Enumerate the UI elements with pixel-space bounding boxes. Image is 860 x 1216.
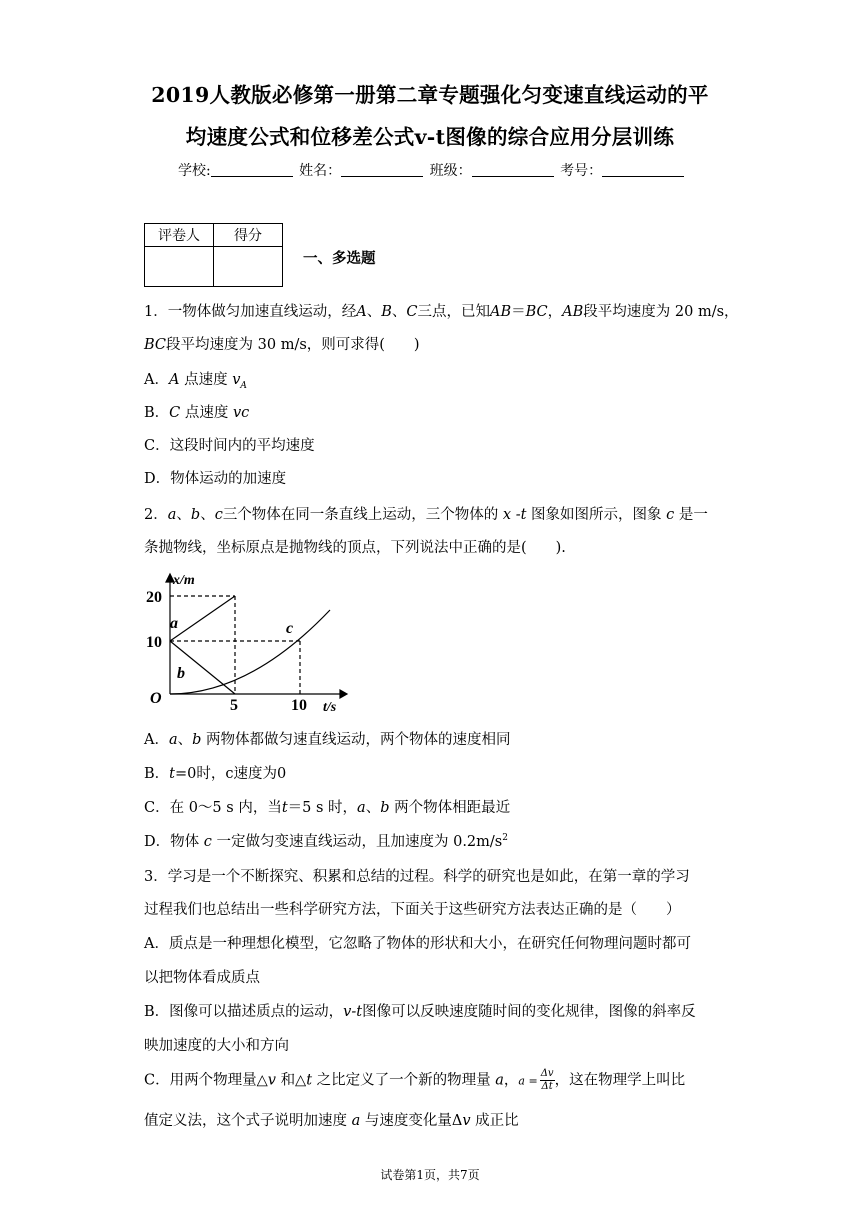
y-tick-20: 20 [146,589,162,606]
class-label: 班级： [429,163,472,179]
student-info-row [178,160,686,180]
x-axis-arrow [340,690,347,698]
y-axis-label: x/m [173,573,195,588]
score-header: 得分 [214,224,283,247]
q2-option-a: A．a、b 两物体都做匀速直线运动，两个物体的速度相同 [144,732,511,748]
score-cell [214,247,283,287]
q1-option-d: D．物体运动的加速度 [144,471,287,487]
name-blank [341,162,423,177]
name-label: 姓名： [299,163,342,179]
q1-option-c: C．这段时间内的平均速度 [144,438,315,454]
page-footer: 试卷第1页，共7页 [380,1168,480,1182]
q3-line-2: 过程我们也总结出一些科学研究方法，下面关于这些研究方法表达正确的是（ ） [144,902,681,918]
exam-number-label: 考号： [560,163,603,179]
label-c: c [286,620,294,637]
q2-line-2: 条抛物线，坐标原点是抛物线的顶点，下列说法中正确的是( ). [144,540,566,556]
curve-c [170,610,330,694]
q2-line-1: 2．a、b、c三个物体在同一条直线上运动，三个物体的 x -t 图象如图所示，图象 c 是一 [144,507,708,523]
q3-option-a-line-2: 以把物体看成质点 [144,970,260,986]
q2-option-c: C．在 0～5 s 内，当t＝5 s 时，a、b 两个物体相距最近 [144,800,511,816]
q2-option-b: B．t=0时，c速度为0 [144,766,287,782]
formula-lhs: a = [518,1074,538,1088]
x-axis-label: t/s [323,700,337,715]
q1-line-1: 1．一物体做匀加速直线运动，经A、B、C三点，已知AB＝BC，AB段平均速度为 20 m/s， [144,304,739,320]
q3-option-a-line-1: A．质点是一种理想化模型，它忽略了物体的形状和大小，在研究任何物理问题时都可 [144,936,691,952]
q3-option-c-line-1: C．用两个物理量△v 和△t 之比定义了一个新的物理量 a，a = $\frac{\Delta v}{\Delta t}$ ，这在物理学上叫比 [144,1068,686,1092]
q1-option-b: B．C 点速度 vc [144,405,250,421]
q2-option-d: D．物体 c 一定做匀变速直线运动，且加速度为 $0.2m/s^2$ [144,833,508,850]
school-blank [211,162,293,177]
document-title-line-1: 2019人教版必修第一册第二章专题强化匀变速直线运动的平 [151,83,709,107]
origin-label: O [150,690,162,707]
document-title-line-2: 均速度公式和位移差公式v-t图像的综合应用分层训练 [185,125,675,149]
grader-header: 评卷人 [145,224,214,247]
q1-line-2: BC段平均速度为 30 m/s，则可求得( ) [144,337,420,353]
school-label: 学校: [178,163,211,179]
q1-option-a: A．A 点速度 $v_A$ [144,372,247,391]
x-tick-10: 10 [291,697,307,714]
acceleration-formula: $\frac{\Delta v}{\Delta t}$ [540,1068,554,1092]
y-tick-10: 10 [146,634,162,651]
q3-line-1: 3．学习是一个不断探究、积累和总结的过程。科学的研究也是如此，在第一章的学习 [144,869,690,885]
grader-cell [145,247,214,287]
xt-graph [140,570,350,715]
label-a: a [170,615,178,632]
q3-option-b-line-1: B．图像可以描述质点的运动，v-t图像可以反映速度随时间的变化规律，图像的斜率反 [144,1004,696,1020]
x-tick-5: 5 [230,697,238,714]
q3-option-c-line-2: 值定义法，这个式子说明加速度 a 与速度变化量Δv 成正比 [144,1113,519,1129]
line-a [170,596,235,641]
class-blank [472,162,554,177]
label-b: b [177,665,185,682]
exam-number-blank [602,162,684,177]
section-heading: 一、多选题 [303,250,376,267]
score-table [144,223,283,287]
q3-option-b-line-2: 映加速度的大小和方向 [144,1038,289,1054]
